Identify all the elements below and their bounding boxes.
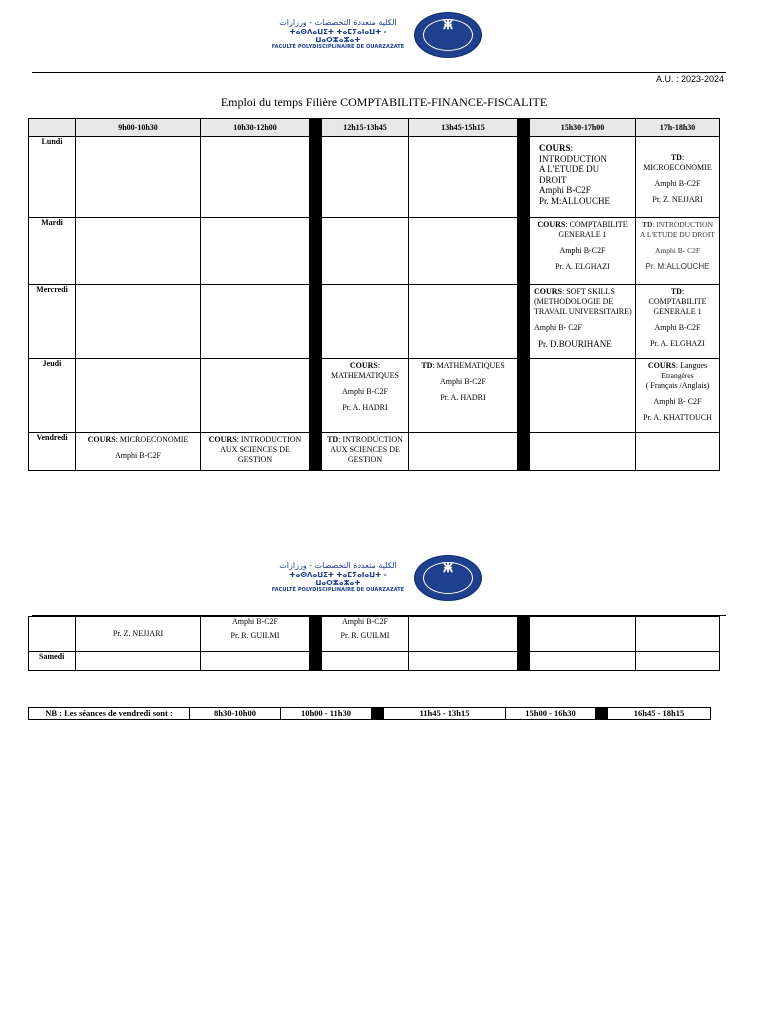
empty-cell (530, 433, 636, 471)
session-subject: INTRODUCTION (539, 153, 607, 164)
slot-header: 17h-18h30 (636, 119, 720, 137)
session-professor: Pr. A. KHATTOUCH (643, 413, 712, 422)
empty-cell (409, 285, 518, 359)
session-cell: TD: INTRODUCTION AUX SCIENCES DE GESTION (322, 433, 409, 471)
empty-cell (76, 137, 201, 218)
day-label: Vendredi (29, 433, 76, 471)
session-room: Amphi B-C2F (341, 387, 388, 396)
empty-cell (201, 137, 310, 218)
session-cell: TD: MICROECONOMIE Amphi B-C2F Pr. Z. NEJJARI (636, 137, 720, 218)
session-subject: GENERALE 1 (558, 230, 607, 239)
timetable (28, 118, 720, 471)
empty-cell (530, 359, 636, 433)
empty-cell (409, 617, 518, 652)
day-label: Samedi (29, 652, 76, 671)
logo-french-text: FACULTÉ POLYDISCIPLINAIRE DE OUARZAZATE (271, 44, 405, 50)
session-room: Amphi B-C2F (559, 246, 606, 255)
empty-cell (322, 137, 409, 218)
session-cell: COURS: Langues Etrangères ( Français /Anglais) Amphi B- C2F Pr. A. KHATTOUCH (636, 359, 720, 433)
session-cell: TD: MATHEMATIQUES Amphi B-C2F Pr. A. HADRI (409, 359, 518, 433)
note-time: 15h00 - 16h30 (506, 708, 596, 720)
empty-cell (201, 652, 310, 671)
logo-text (268, 561, 408, 594)
table-row (29, 617, 720, 652)
session-cell: COURS: INTRODUCTION AUX SCIENCES DE GESTION (201, 433, 310, 471)
session-professor: Pr. D.BOURIHANE (538, 339, 612, 349)
logo-french-text: FACULTÉ POLYDISCIPLINAIRE DE OUARZAZATE (271, 587, 405, 593)
note-time: 10h00 - 11h30 (281, 708, 372, 720)
session-room: Amphi B-C2F (654, 179, 701, 188)
empty-cell (636, 433, 720, 471)
table-row (29, 433, 720, 471)
slot-header: 12h15-13h45 (322, 119, 409, 137)
empty-cell (409, 652, 518, 671)
afternoon-break-column (518, 119, 530, 471)
day-label: Jeudi (29, 359, 76, 433)
university-seal-icon: ⵥ (414, 12, 482, 58)
break-marker (596, 708, 608, 720)
day-label: Mercredi (29, 285, 76, 359)
timetable-header-row (29, 119, 720, 137)
session-cell: COURS: INTRODUCTION A L'ETUDE DU DROIT Amphi B-C2F Pr. M:ALLOUCHE (530, 137, 636, 218)
session-cell: COURS: MICROECONOMIE Amphi B-C2F (76, 433, 201, 471)
logo-arabic-text: الكلية متعددة التخصصات - ورزازات (279, 561, 397, 570)
table-row (29, 218, 720, 285)
empty-cell (636, 652, 720, 671)
table-row (29, 285, 720, 359)
slot-header: 15h30-17h00 (530, 119, 636, 137)
session-cell: TD: INTRODUCTION A L'ETUDE DU DROIT Amphi B- C2F Pr. M:ALLOUCHE (636, 218, 720, 285)
session-cell (76, 617, 201, 652)
day-label: Lundi (29, 137, 76, 218)
session-professor: Pr. R. GUILMI (340, 631, 390, 640)
note-time: 8h30-10h00 (190, 708, 281, 720)
table-row (29, 359, 720, 433)
empty-cell (409, 433, 518, 471)
session-type: TD (421, 361, 433, 370)
note-time: 11h45 - 13h15 (384, 708, 506, 720)
session-cell: COURS: MATHEMATIQUES Amphi B-C2F Pr. A. HADRI (322, 359, 409, 433)
session-professor: Pr. Z. NEJJARI (112, 629, 164, 638)
session-subject: AUX SCIENCES DE (220, 445, 290, 454)
session-room: Amphi B-C2F (231, 617, 278, 626)
session-room: Amphi B-C2F (439, 377, 486, 386)
empty-cell (76, 652, 201, 671)
session-professor: Pr. M:ALLOUCHE (539, 195, 611, 206)
logo-tifinagh-text: ⵜⴰⵙⴷⴰⵡⵉⵜ ⵜⴰⵎⵢⴰⵏⴰⵡⵜ - ⵡⴰⵔⵣⴰⵣⴰⵜ (289, 571, 387, 587)
session-type: COURS (87, 435, 116, 444)
session-type: COURS (647, 361, 676, 370)
session-room: Amphi B-C2F (341, 617, 388, 626)
session-professor: Pr. M:ALLOUCHE (645, 262, 710, 271)
logo-arabic-text: الكلية متعددة التخصصات - ورزازات (279, 18, 397, 27)
session-cell (322, 617, 409, 652)
session-type: COURS (534, 287, 563, 296)
slot-header: 9h00-10h30 (76, 119, 201, 137)
empty-cell (201, 285, 310, 359)
session-room: Amphi B-C2F (114, 451, 161, 460)
empty-cell (322, 652, 409, 671)
table-row (29, 708, 711, 720)
session-subject: Etrangères (661, 371, 694, 380)
timetable-continuation (28, 616, 720, 671)
session-professor: Pr. A. HADRI (342, 403, 388, 412)
session-cell (201, 617, 310, 652)
session-professor: Pr. A. ELGHAZI (650, 339, 705, 348)
session-cell: COURS: COMPTABILITE GENERALE 1 Amphi B-C2F Pr. A. ELGHAZI (530, 218, 636, 285)
note-label: NB : Les séances de vendredi sont : (29, 708, 190, 720)
empty-cell (29, 617, 76, 652)
break-marker (372, 708, 384, 720)
session-type: TD (641, 220, 653, 229)
session-cell: COURS: SOFT SKILLS (METHODOLOGIE DE TRAVAIL UNIVERSITAIRE) Amphi B- C2F Pr. D.BOURIHANE (530, 285, 636, 359)
table-row (29, 652, 720, 671)
session-type: TD (327, 435, 339, 444)
empty-cell (530, 617, 636, 652)
session-subject: (METHODOLOGIE DE (534, 297, 614, 306)
session-room: Amphi B- C2F (654, 246, 700, 255)
day-label: Mardi (29, 218, 76, 285)
slot-header: 10h30-12h00 (201, 119, 310, 137)
empty-cell (636, 617, 720, 652)
session-subject: AUX SCIENCES DE (330, 445, 400, 454)
slot-header: 13h45-15h15 (409, 119, 518, 137)
session-professor: Pr. A. HADRI (440, 393, 486, 402)
session-type: COURS (539, 143, 571, 153)
university-seal-icon: ⵥ (414, 555, 482, 601)
table-row (29, 137, 720, 218)
session-subject: MATHEMATIQUES (331, 371, 399, 380)
note-time: 16h45 - 18h15 (608, 708, 711, 720)
empty-cell (76, 359, 201, 433)
faculty-logo (268, 12, 482, 58)
empty-cell (322, 218, 409, 285)
corner-cell (29, 119, 76, 137)
session-professor: Pr. R. GUILMI (230, 631, 280, 640)
session-room: Amphi B- C2F (653, 397, 702, 406)
session-professor: Pr. Z. NEJJARI (652, 195, 703, 204)
logo-text (268, 18, 408, 51)
session-subject: COMPTABILITE (648, 297, 707, 306)
session-cell: TD: COMPTABILITE GENERALE 1 Amphi B-C2F Pr. A. ELGHAZI (636, 285, 720, 359)
session-type: COURS (537, 220, 566, 229)
empty-cell (201, 218, 310, 285)
empty-cell (530, 652, 636, 671)
session-room: Amphi B-C2F (539, 185, 591, 195)
session-subject: MICROECONOMIE (643, 163, 712, 172)
friday-schedule-note (28, 707, 711, 720)
afternoon-break-column (518, 617, 530, 671)
empty-cell (76, 285, 201, 359)
empty-cell (201, 359, 310, 433)
session-type: COURS (208, 435, 237, 444)
lunch-break-column (310, 617, 322, 671)
session-room: Amphi B- C2F (534, 323, 583, 332)
lunch-break-column (310, 119, 322, 471)
session-subject: A L'ETUDE DU DROIT (640, 230, 715, 239)
session-professor: Pr. A. ELGHAZI (555, 262, 610, 271)
empty-cell (409, 137, 518, 218)
empty-cell (76, 218, 201, 285)
empty-cell (409, 218, 518, 285)
academic-year: A.U. : 2023-2024 (655, 74, 724, 84)
header-divider (32, 72, 726, 73)
page-title: Emploi du temps Filière COMPTABILITE-FINANCE-FISCALITE (220, 95, 548, 109)
session-type: TD (670, 153, 682, 162)
session-type: TD (670, 287, 682, 296)
logo-tifinagh-text: ⵜⴰⵙⴷⴰⵡⵉⵜ ⵜⴰⵎⵢⴰⵏⴰⵡⵜ - ⵡⴰⵔⵣⴰⵣⴰⵜ (289, 28, 387, 44)
session-type: COURS (349, 361, 378, 370)
empty-cell (322, 285, 409, 359)
session-room: Amphi B-C2F (654, 323, 701, 332)
faculty-logo (268, 555, 482, 601)
